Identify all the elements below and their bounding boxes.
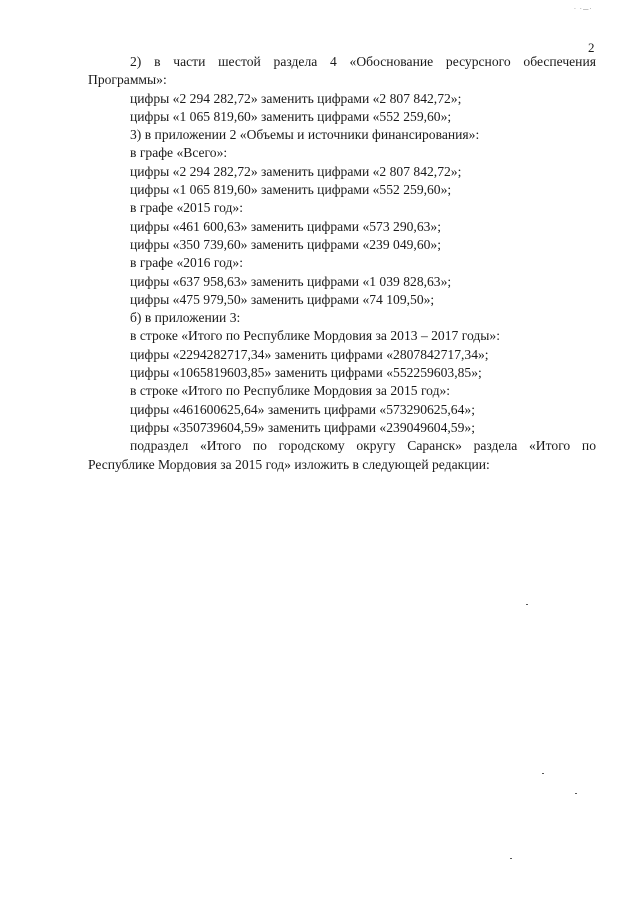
- paragraph-line: в графе «2015 год»:: [130, 200, 243, 216]
- paragraph-line: цифры «1 065 819,60» заменить цифрами «552 259,60»;: [130, 182, 452, 198]
- paragraph-line: цифры «2294282717,34» заменить цифрами «2807842717,34»;: [130, 346, 489, 362]
- paragraph-line: цифры «2 294 282,72» заменить цифрами «2 807 842,72»;: [130, 163, 462, 179]
- paragraph-line: в строке «Итого по Республике Мордовия за 2013 – 2017 годы»:: [130, 328, 500, 344]
- paragraph-line: цифры «461600625,64» заменить цифрами «573290625,64»;: [130, 401, 475, 417]
- paragraph-line: цифры «461 600,63» заменить цифрами «573 290,63»;: [130, 218, 441, 234]
- paragraph-line: цифры «350 739,60» заменить цифрами «239 049,60»;: [130, 236, 441, 252]
- scan-speck: [510, 858, 512, 859]
- paragraph-line: в строке «Итого по Республике Мордовия за 2015 год»:: [130, 383, 451, 399]
- paragraph-line: подраздел «Итого по городскому округу Саранск» раздела «Итого по: [130, 438, 596, 454]
- paragraph-line: в графе «2016 год»:: [130, 255, 243, 271]
- paragraph-line: цифры «2 294 282,72» заменить цифрами «2 807 842,72»;: [130, 90, 462, 106]
- paragraph-line: цифры «637 958,63» заменить цифрами «1 039 828,63»;: [130, 273, 452, 289]
- scan-speck: [542, 773, 544, 774]
- paragraph-line: 2) в части шестой раздела 4 «Обоснование ресурсного обеспечения: [130, 54, 596, 69]
- paragraph-line: цифры «350739604,59» заменить цифрами «239049604,59»;: [130, 419, 475, 435]
- page-number: 2: [588, 40, 595, 55]
- paragraph-line: цифры «1065819603,85» заменить цифрами «552259603,85»;: [130, 365, 482, 381]
- paragraph-line: в графе «Всего»:: [130, 145, 228, 161]
- paragraph-line: цифры «475 979,50» заменить цифрами «74 109,50»;: [130, 291, 435, 307]
- document-body: [88, 53, 596, 474]
- scan-speck: [575, 793, 577, 794]
- paragraph-line: Программы»:: [88, 72, 167, 88]
- scan-speck: [526, 604, 528, 605]
- paragraph-line: цифры «1 065 819,60» заменить цифрами «552 259,60»;: [130, 108, 452, 124]
- paragraph-line: 3) в приложении 2 «Объемы и источники финансирования»:: [130, 127, 480, 143]
- paragraph-line: б) в приложении 3:: [130, 310, 241, 326]
- scan-mark: · ·—·: [574, 6, 593, 13]
- paragraph-line: Республике Мордовия за 2015 год» изложить в следующей редакции:: [88, 456, 490, 472]
